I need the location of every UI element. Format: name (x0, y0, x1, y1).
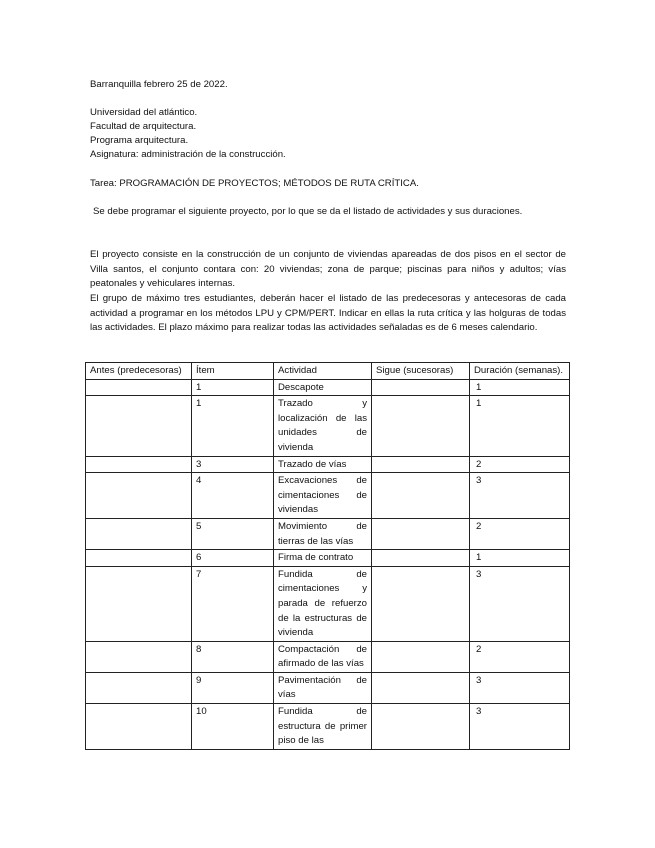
header-follows: Sigue (sucesoras) (372, 363, 470, 380)
intro-paragraph: Se debe programar el siguiente proyecto, por lo que se da el listado de actividades y sus duraciones. (93, 206, 523, 217)
before-cell (86, 473, 192, 519)
item-cell: 10 (192, 704, 274, 750)
follows-cell (372, 396, 470, 456)
date-line: Barranquilla febrero 25 de 2022. (90, 79, 228, 90)
table-row (86, 396, 570, 456)
activity-cell: Descapote (274, 379, 372, 396)
follows-cell (372, 672, 470, 703)
before-cell (86, 379, 192, 396)
duration-cell: 3 (470, 704, 570, 750)
instructions-paragraph: El grupo de máximo tres estudiantes, deberán hacer el listado de las predecesoras y antecesoras de cada actividad a programar en los métodos LPU y CPM/PERT. Indicar en ellas la ruta crítica y las holguras de todas las actividades. El plazo máximo para realizar todas las actividades señaladas es de 6 meses calendario. (90, 293, 566, 334)
before-cell (86, 672, 192, 703)
table-row (86, 550, 570, 567)
header-before: Antes (predecesoras) (86, 363, 192, 380)
activity-cell: Compactación de afirmado de las vías (274, 641, 372, 672)
follows-cell (372, 550, 470, 567)
duration-cell: 3 (470, 566, 570, 641)
course-line: Asignatura: administración de la construcción. (90, 149, 286, 160)
task-line: Tarea: PROGRAMACIÓN DE PROYECTOS; MÉTODOS DE RUTA CRÍTICA. (90, 178, 419, 189)
duration-cell: 3 (470, 672, 570, 703)
follows-cell (372, 566, 470, 641)
before-cell (86, 566, 192, 641)
table-row (86, 456, 570, 473)
follows-cell (372, 473, 470, 519)
before-cell (86, 704, 192, 750)
item-cell: 3 (192, 456, 274, 473)
activity-cell: Movimiento de tierras de las vías (274, 518, 372, 549)
activity-cell: Trazado de vías (274, 456, 372, 473)
item-cell: 8 (192, 641, 274, 672)
header-activity: Actividad (274, 363, 372, 380)
table-header-row (86, 363, 570, 380)
follows-cell (372, 704, 470, 750)
activity-cell: Firma de contrato (274, 550, 372, 567)
item-cell: 5 (192, 518, 274, 549)
follows-cell (372, 641, 470, 672)
follows-cell (372, 518, 470, 549)
project-paragraph: El proyecto consiste en la construcción de un conjunto de viviendas apareadas de dos pisos en el sector de Villa santos, el conjunto contara con: 20 viviendas; zona de parque; piscinas para niños y adultos; vías peatonales y vehiculares internas. (90, 249, 566, 290)
duration-cell: 2 (470, 518, 570, 549)
duration-cell: 2 (470, 641, 570, 672)
table-row (86, 641, 570, 672)
follows-cell (372, 456, 470, 473)
table-row (86, 518, 570, 549)
item-cell: 4 (192, 473, 274, 519)
program-line: Programa arquitectura. (90, 135, 189, 146)
university-line: Universidad del atlántico. (90, 107, 198, 118)
table-row (86, 566, 570, 641)
before-cell (86, 641, 192, 672)
before-cell (86, 518, 192, 549)
header-duration: Duración (semanas). (470, 363, 570, 380)
duration-cell: 2 (470, 456, 570, 473)
item-cell: 6 (192, 550, 274, 567)
duration-cell: 3 (470, 473, 570, 519)
duration-cell: 1 (470, 550, 570, 567)
before-cell (86, 456, 192, 473)
item-cell: 1 (192, 396, 274, 456)
item-cell: 7 (192, 566, 274, 641)
header-item: Ítem (192, 363, 274, 380)
item-cell: 1 (192, 379, 274, 396)
faculty-line: Facultad de arquitectura. (90, 121, 197, 132)
follows-cell (372, 379, 470, 396)
item-cell: 9 (192, 672, 274, 703)
activity-cell: Fundida de estructura de primer piso de las (274, 704, 372, 750)
table-row (86, 379, 570, 396)
duration-cell: 1 (470, 396, 570, 456)
activities-table (85, 362, 570, 750)
table-row (86, 672, 570, 703)
activity-cell: Excavaciones de cimentaciones de viviendas (274, 473, 372, 519)
table-row (86, 704, 570, 750)
duration-cell: 1 (470, 379, 570, 396)
activity-cell: Pavimentación de vías (274, 672, 372, 703)
table-row (86, 473, 570, 519)
activity-cell: Fundida de cimentaciones y parada de refuerzo de la estructuras de vivienda (274, 566, 372, 641)
before-cell (86, 396, 192, 456)
activity-cell: Trazado y localización de las unidades de vivienda (274, 396, 372, 456)
before-cell (86, 550, 192, 567)
